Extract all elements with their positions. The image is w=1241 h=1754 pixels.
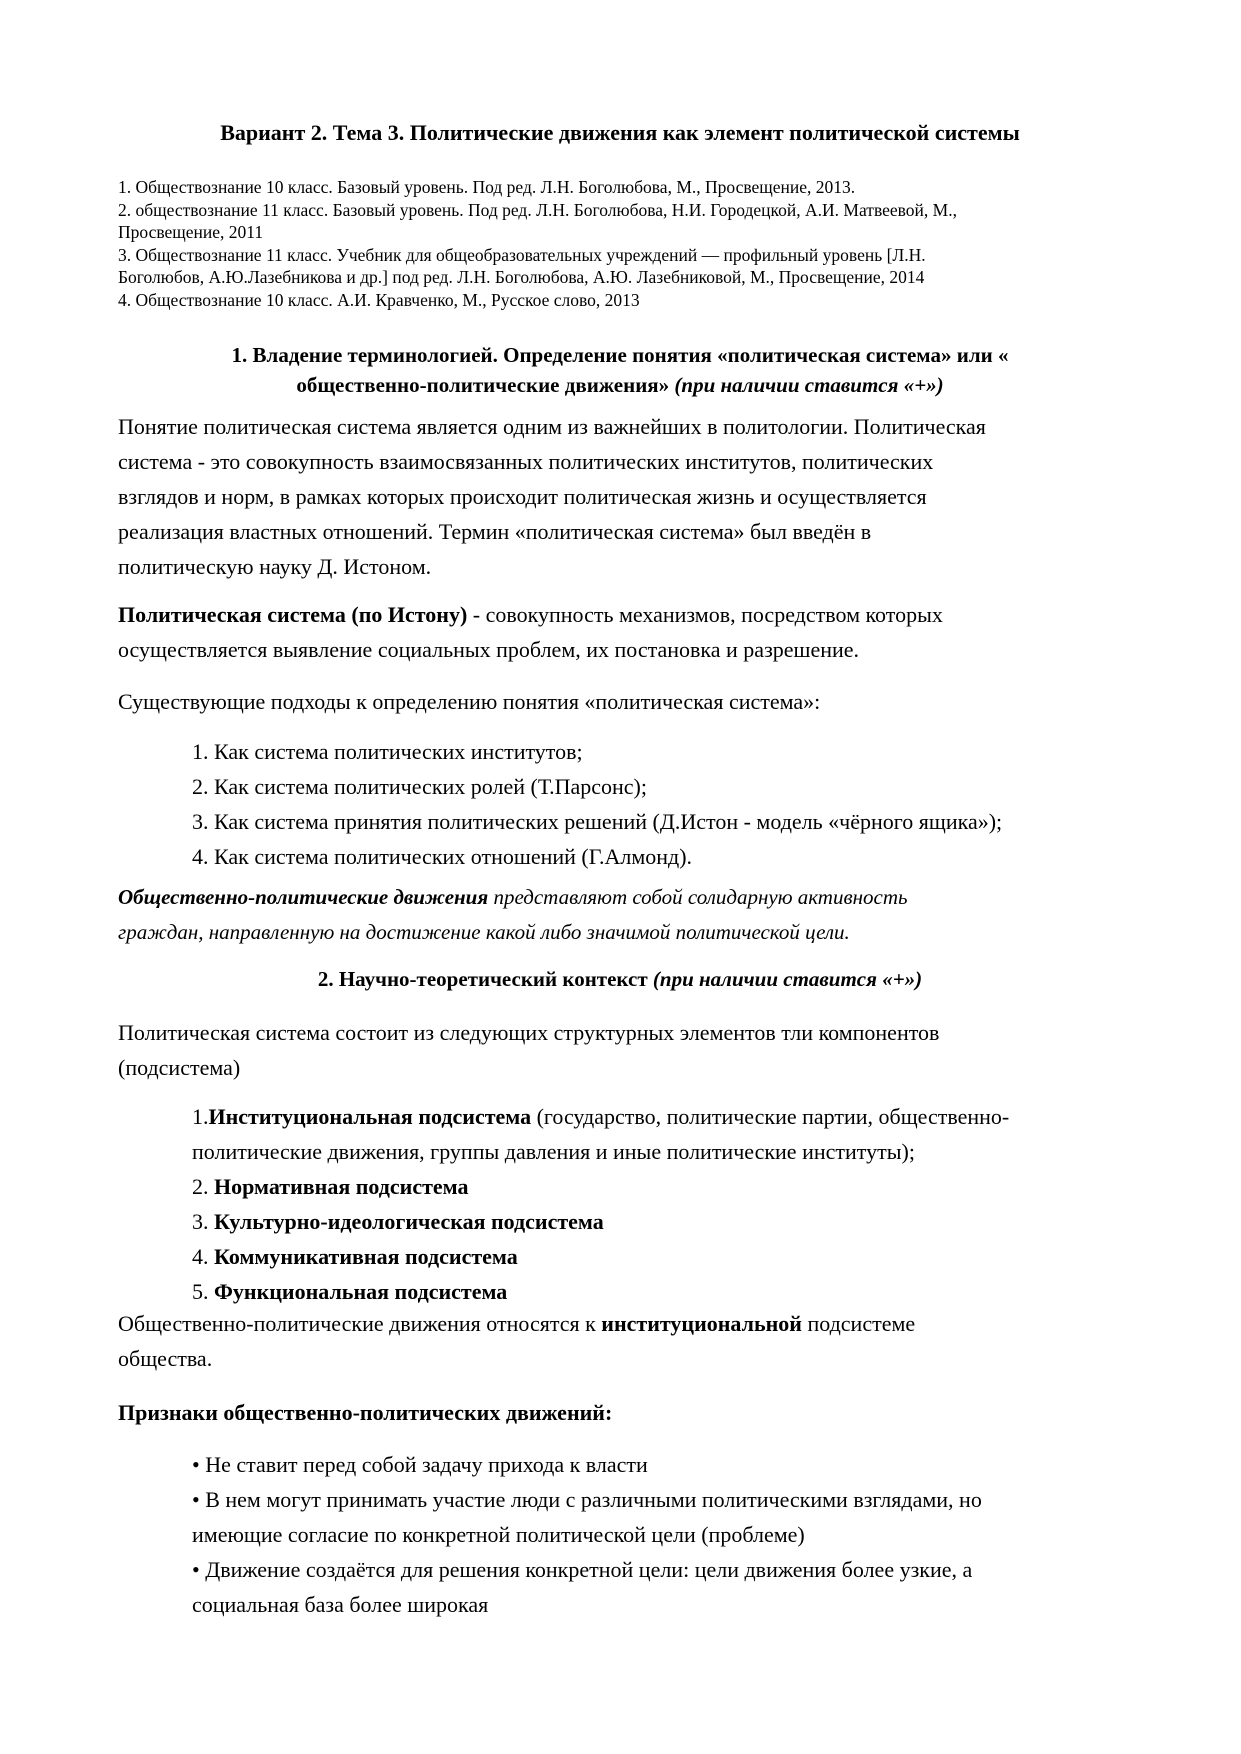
section1-heading-line1: 1. Владение терминологией. Определение понятия «политическая система» или « — [231, 343, 1009, 367]
paragraph-line: Политическая система состоит из следующих структурных элементов тли компонентов — [118, 1020, 940, 1045]
section1-heading-line2 — [110, 370, 1130, 400]
list-item: 3. Как система принятия политических решений (Д.Истон - модель «чёрного ящика»); — [192, 809, 1003, 834]
document-title: Вариант 2. Тема 3. Политические движения как элемент политической системы — [220, 120, 1020, 145]
list-item — [192, 1169, 1132, 1204]
paragraph-line: осуществляется выявление социальных проблем, их постановка и разрешение. — [118, 637, 860, 662]
bullet-item: • Движение создаётся для решения конкретной цели: цели движения более узкие, а — [192, 1557, 973, 1582]
approaches-list — [192, 734, 1132, 874]
approaches-intro: Существующие подходы к определению понятия «политическая система»: — [118, 689, 821, 714]
list-item-number: 4. — [192, 1244, 214, 1269]
references-list — [118, 176, 1128, 311]
reference-line: 2. обществознание 11 класс. Базовый уровень. Под ред. Л.Н. Боголюбова, Н.И. Городецкой, А.И. Матвеевой, М., — [118, 199, 957, 220]
list-item-name: Нормативная подсистема — [214, 1174, 469, 1199]
relation-emphasis: институциональной — [601, 1311, 802, 1336]
bullet-item-continuation: имеющие согласие по конкретной политической цели (проблеме) — [192, 1522, 805, 1547]
paragraph-line: реализация властных отношений. Термин «политическая система» был введён в — [118, 519, 872, 544]
list-item — [192, 1099, 1132, 1134]
easton-definition-text: - совокупность механизмов, посредством которых — [467, 602, 943, 627]
relation-paragraph — [118, 1306, 1128, 1376]
paragraph-line: общества. — [118, 1346, 213, 1371]
list-item — [192, 1239, 1132, 1274]
movement-term: Общественно-политические движения — [118, 885, 489, 909]
list-item-text: (государство, политические партии, общественно- — [531, 1104, 1010, 1129]
paragraph-line: система - это совокупность взаимосвязанных политических институтов, политических — [118, 449, 934, 474]
paragraph-line — [118, 597, 1128, 632]
reference-line: Боголюбов, А.Ю.Лазебникова и др.] под ред. Л.Н. Боголюбова, А.Ю. Лазебниковой, М., Просвещение, 2014 — [118, 267, 925, 287]
paragraph-line: Понятие политическая система является одним из важнейших в политологии. Политическая — [118, 414, 986, 439]
paragraph-line — [118, 880, 1128, 915]
list-item-name: Функциональная подсистема — [214, 1279, 508, 1304]
section2-heading — [110, 964, 1130, 994]
section2-heading-title: 2. Научно-теоретический контекст — [317, 967, 648, 991]
structure-intro — [118, 1015, 1128, 1085]
easton-definition — [118, 597, 1128, 667]
reference-line: 4. Обществознание 10 класс. А.И. Кравченко, М., Русское слово, 2013 — [118, 289, 640, 310]
relation-text-start: Общественно-политические движения относятся к — [118, 1311, 602, 1336]
reference-line: 1. Обществознание 10 класс. Базовый уровень. Под ред. Л.Н. Боголюбова, М., Просвещение, 2013. — [118, 177, 856, 197]
bullet-item: • Не ставит перед собой задачу прихода к власти — [192, 1452, 648, 1477]
list-item: 1. Как система политических институтов; — [192, 739, 583, 764]
paragraph-line: взглядов и норм, в рамках которых происходит политическая жизнь и осуществляется — [118, 484, 927, 509]
easton-term: Политическая система (по Истону) — [118, 602, 468, 627]
features-heading: Признаки общественно-политических движений: — [118, 1400, 613, 1425]
paragraph-line: (подсистема) — [118, 1055, 241, 1080]
paragraph-line: граждан, направленную на достижение какой либо значимой политической цели. — [118, 920, 850, 944]
section1-heading-note: (при наличии ставится «+») — [669, 373, 944, 397]
list-item-name: Институциональная подсистема — [208, 1104, 532, 1129]
paragraph-line — [118, 1306, 1128, 1341]
intro-paragraph — [118, 409, 1128, 584]
list-item-name: Культурно-идеологическая подсистема — [214, 1209, 604, 1234]
section2-heading-note: (при наличии ставится «+») — [647, 967, 923, 991]
list-item-number: 1. — [192, 1104, 209, 1129]
reference-line: Просвещение, 2011 — [118, 222, 264, 242]
list-item-number: 3. — [192, 1209, 214, 1234]
movement-definition-text: представляют собой солидарную активность — [488, 885, 908, 909]
section1-heading — [110, 340, 1130, 400]
relation-text-end: подсистеме — [801, 1311, 916, 1336]
list-item-name: Коммуникативная подсистема — [214, 1244, 518, 1269]
list-item — [192, 1274, 1132, 1309]
bullet-item-continuation: социальная база более широкая — [192, 1592, 489, 1617]
list-item-number: 2. — [192, 1174, 214, 1199]
list-item: 4. Как система политических отношений (Г.Алмонд). — [192, 844, 693, 869]
movement-definition — [118, 880, 1128, 950]
section1-heading-term: общественно-политические движения» — [296, 373, 670, 397]
list-item — [192, 1204, 1132, 1239]
list-item: 2. Как система политических ролей (Т.Парсонс); — [192, 774, 647, 799]
bullet-item: • В нем могут принимать участие люди с различными политическими взглядами, но — [192, 1487, 982, 1512]
paragraph-line: политическую науку Д. Истоном. — [118, 554, 432, 579]
section2-heading-line — [110, 964, 1130, 994]
list-item-number: 5. — [192, 1279, 214, 1304]
reference-line: 3. Обществознание 11 класс. Учебник для общеобразовательных учреждений — профильный уровень [Л.Н. — [118, 244, 926, 265]
subsystems-list — [192, 1099, 1132, 1309]
list-item-continuation: политические движения, группы давления и иные политические институты); — [192, 1139, 915, 1164]
features-list — [192, 1447, 1132, 1622]
